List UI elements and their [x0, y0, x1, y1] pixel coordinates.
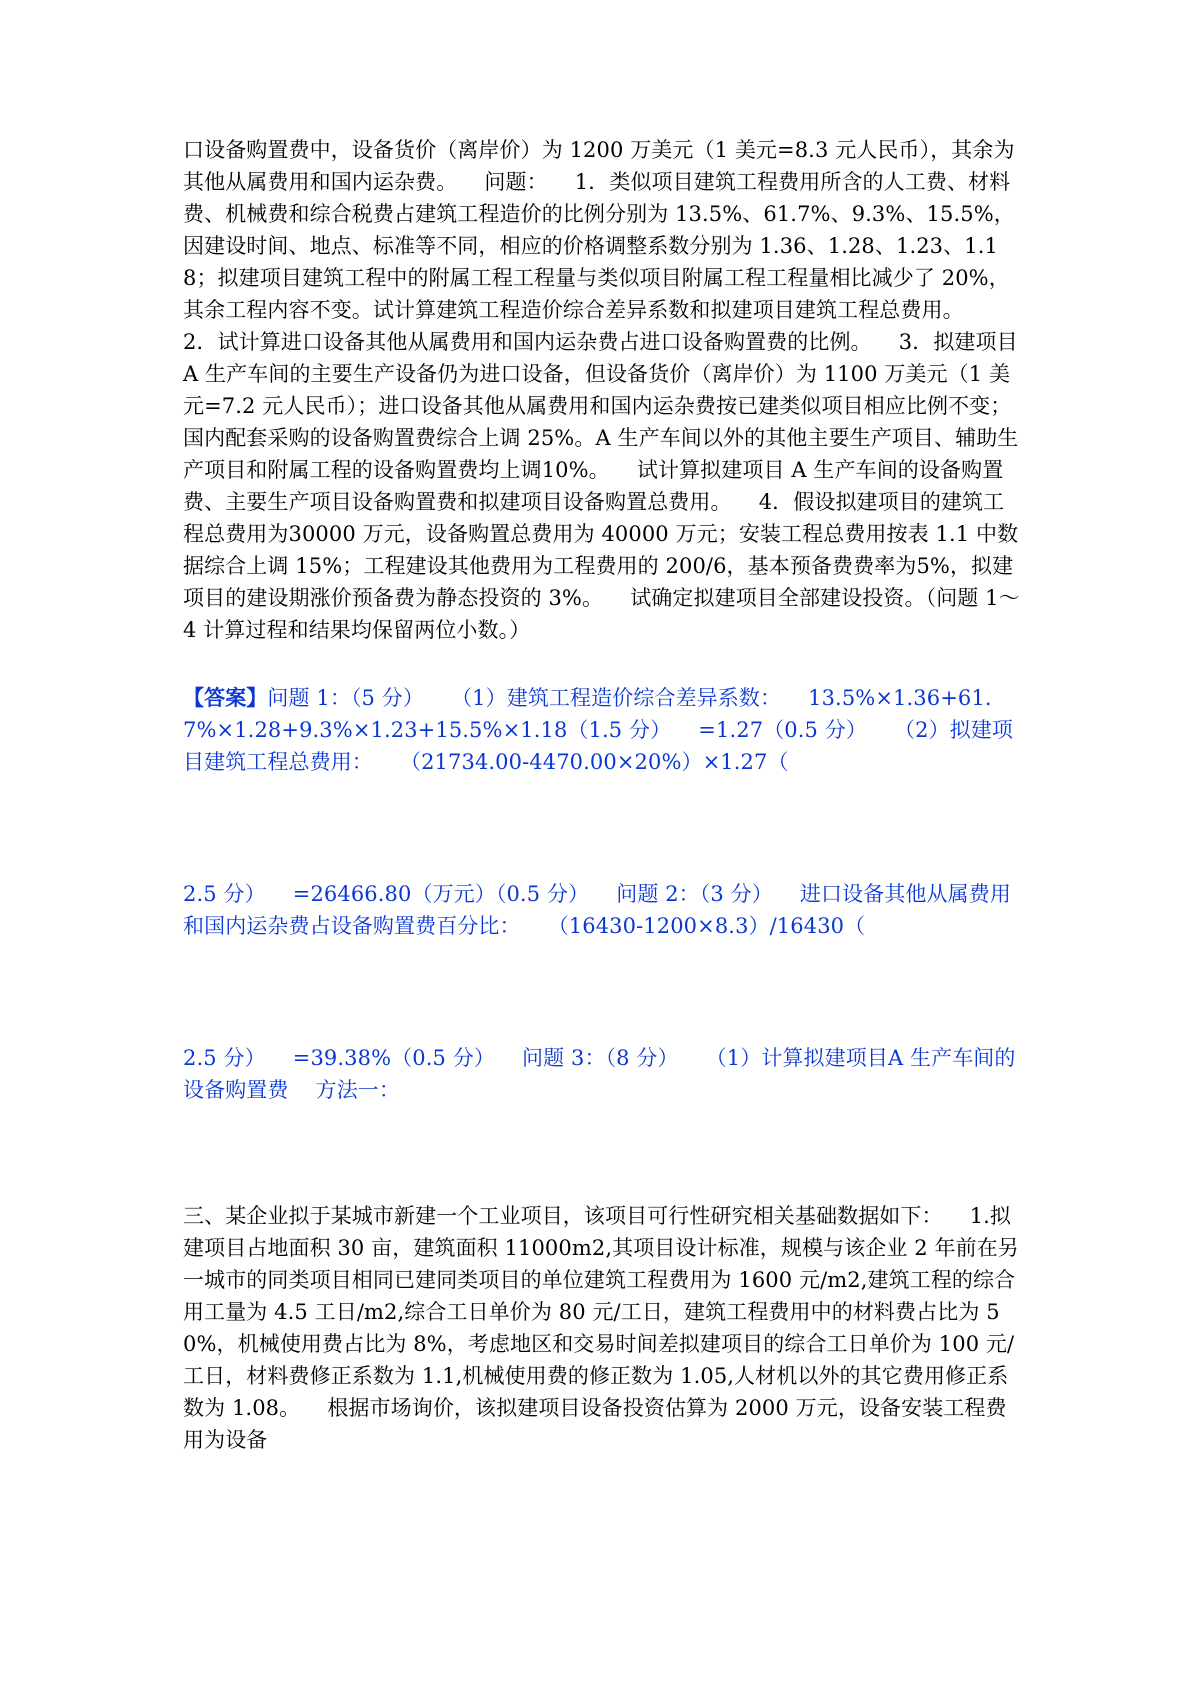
answer-paragraph-3: 2.5 分） =39.38%（0.5 分） 问题 3：（8 分） （1）计算拟建项目A 生产车间的设备购置费 方法一：: [183, 1046, 1016, 1102]
answer-paragraph-2: 2.5 分） =26466.80（万元）（0.5 分） 问题 2：（3 分） 进口设备其他从属费用和国内运杂费占设备购置费百分比： （16430-1200×8.3）/16430（: [183, 882, 1011, 938]
next-question-paragraph: 三、某企业拟于某城市新建一个工业项目，该项目可行性研究相关基础数据如下： 1.拟建项目占地面积 30 亩，建筑面积 11000m2,其项目设计标准，规模与该企业 2 年前在另一城市的同类项目相同已建同类项目的单位建筑工程费用为 1600 元/m2,建筑工程的综合用工量为 4.5 工日/m2,综合工日单价为 80 元/工日，建筑工程费用中的材料费占比为 50%，机械使用费占比为 8%，考虑地区和交易时间差拟建项目的综合工日单价为 100 元/工日，材料费修正系数为 1.1,机械使用费的修正数为 1.05,人材机以外的其它费用修正系数为 1.08。 根据市场询价，该拟建项目设备投资估算为 2000 万元，设备安装工程费用为设备: [183, 1204, 1019, 1452]
answer-label: 【答案】: [183, 685, 268, 710]
answer-paragraph-1: [183, 682, 1025, 778]
answer-text-1: 问题 1：（5 分） （1）建筑工程造价综合差异系数： 13.5%×1.36+61.7%×1.28+9.3%×1.23+15.5%×1.18（1.5 分） =1.27（0.5 分） （2）拟建项目建筑工程总费用： （21734.00-4470.00×20%）×1.27（: [183, 686, 1013, 774]
question-paragraph: 口设备购置费中，设备货价（离岸价）为 1200 万美元（1 美元=8.3 元人民币），其余为其他从属费用和国内运杂费。 问题： 1．类似项目建筑工程费用所含的人工费、材料费、机械费和综合税费占建筑工程造价的比例分别为 13.5%、61.7%、9.3%、15.5%，因建设时间、地点、标准等不同，相应的价格调整系数分别为 1.36、1.28、1.23、1.18；拟建项目建筑工程中的附属工程工程量与类似项目附属工程工程量相比减少了 20%，其余工程内容不变。试计算建筑工程造价综合差异系数和拟建项目建筑工程总费用。 2．试计算进口设备其他从属费用和国内运杂费占进口设备购置费的比例。 3．拟建项目 A 生产车间的主要生产设备仍为进口设备，但设备货价（离岸价）为 1100 万美元（1 美元=7.2 元人民币）；进口设备其他从属费用和国内运杂费按已建类似项目相应比例不变；国内配套采购的设备购置费综合上调 25%。A 生产车间以外的其他主要生产项目、辅助生产项目和附属工程的设备购置费均上调10%。 试计算拟建项目 A 生产车间的设备购置费、主要生产项目设备购置费和拟建项目设备购置总费用。 4．假设拟建项目的建筑工程总费用为30000 万元，设备购置总费用为 40000 万元；安装工程总费用按表 1.1 中数据综合上调 15%；工程建设其他费用为工程费用的 200/6，基本预备费费率为5%，拟建项目的建设期涨价预备费为静态投资的 3%。 试确定拟建项目全部建设投资。（问题 1～4 计算过程和结果均保留两位小数。）: [183, 138, 1025, 642]
